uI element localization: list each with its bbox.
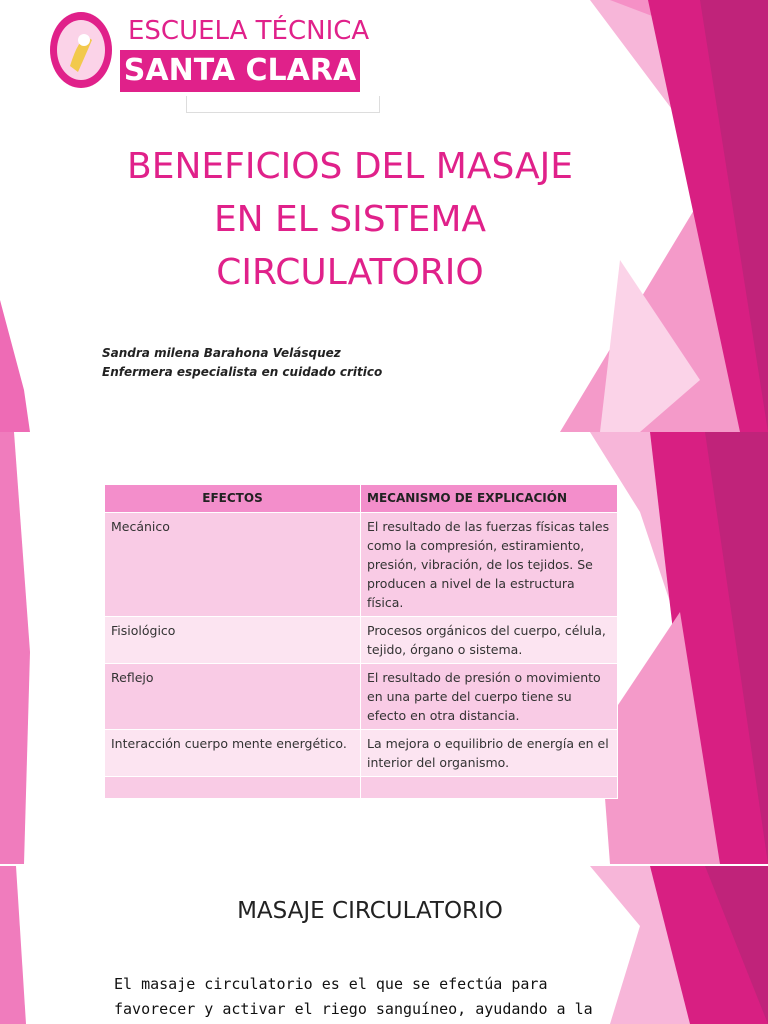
body-line: favorecer y activar el riego sanguíneo, ayudando a la [114, 1000, 593, 1018]
table-cell: El resultado de presión o movimiento en una parte del cuerpo tiene su efecto en otra distancia. [361, 664, 618, 730]
school-seal-icon [48, 10, 114, 90]
table-cell: Mecánico [105, 513, 361, 617]
table-cell: El resultado de las fuerzas físicas tales como la compresión, estiramiento, presión, vibración, de los tejidos. Se producen a nivel de la estructura física. [361, 513, 618, 617]
author-block [102, 344, 382, 382]
table-header-row [105, 485, 618, 513]
table-row [105, 617, 618, 664]
table-row [105, 664, 618, 730]
table-row [105, 730, 618, 777]
slide-title [0, 0, 768, 432]
table-cell [105, 777, 361, 799]
logo-top-text: ESCUELA TÉCNICA [128, 16, 370, 46]
table-cell: Interacción cuerpo mente energético. [105, 730, 361, 777]
title-line: EN EL SISTEMA [213, 199, 487, 240]
effects-table [104, 484, 618, 799]
table-cell [361, 777, 618, 799]
table-row [105, 513, 618, 617]
table-cell: Reflejo [105, 664, 361, 730]
title-line: CIRCULATORIO [216, 252, 484, 293]
body-line: El masaje circulatorio es el que se efectúa para [114, 975, 548, 993]
table-cell: Procesos orgánicos del cuerpo, célula, tejido, órgano o sistema. [361, 617, 618, 664]
slide-effects-table [0, 432, 768, 864]
section-title: MASAJE CIRCULATORIO [237, 898, 503, 924]
title-line: BENEFICIOS DEL MASAJE [127, 146, 573, 187]
school-logo [48, 10, 370, 94]
section-body [114, 972, 594, 1022]
header-efectos: EFECTOS [105, 485, 361, 513]
logo-divider [186, 96, 380, 113]
table-cell: Fisiológico [105, 617, 361, 664]
table-cell: La mejora o equilibrio de energía en el interior del organismo. [361, 730, 618, 777]
logo-band-text: SANTA CLARA [120, 50, 360, 92]
header-mecanismo: MECANISMO DE EXPLICACIÓN [361, 485, 618, 513]
table-row-empty [105, 777, 618, 799]
author-role: Enfermera especialista en cuidado critico [102, 365, 383, 379]
slide-circulatory-massage [0, 866, 768, 1024]
author-name: Sandra milena Barahona Velásquez [102, 346, 341, 360]
slide-title-heading [90, 140, 610, 299]
